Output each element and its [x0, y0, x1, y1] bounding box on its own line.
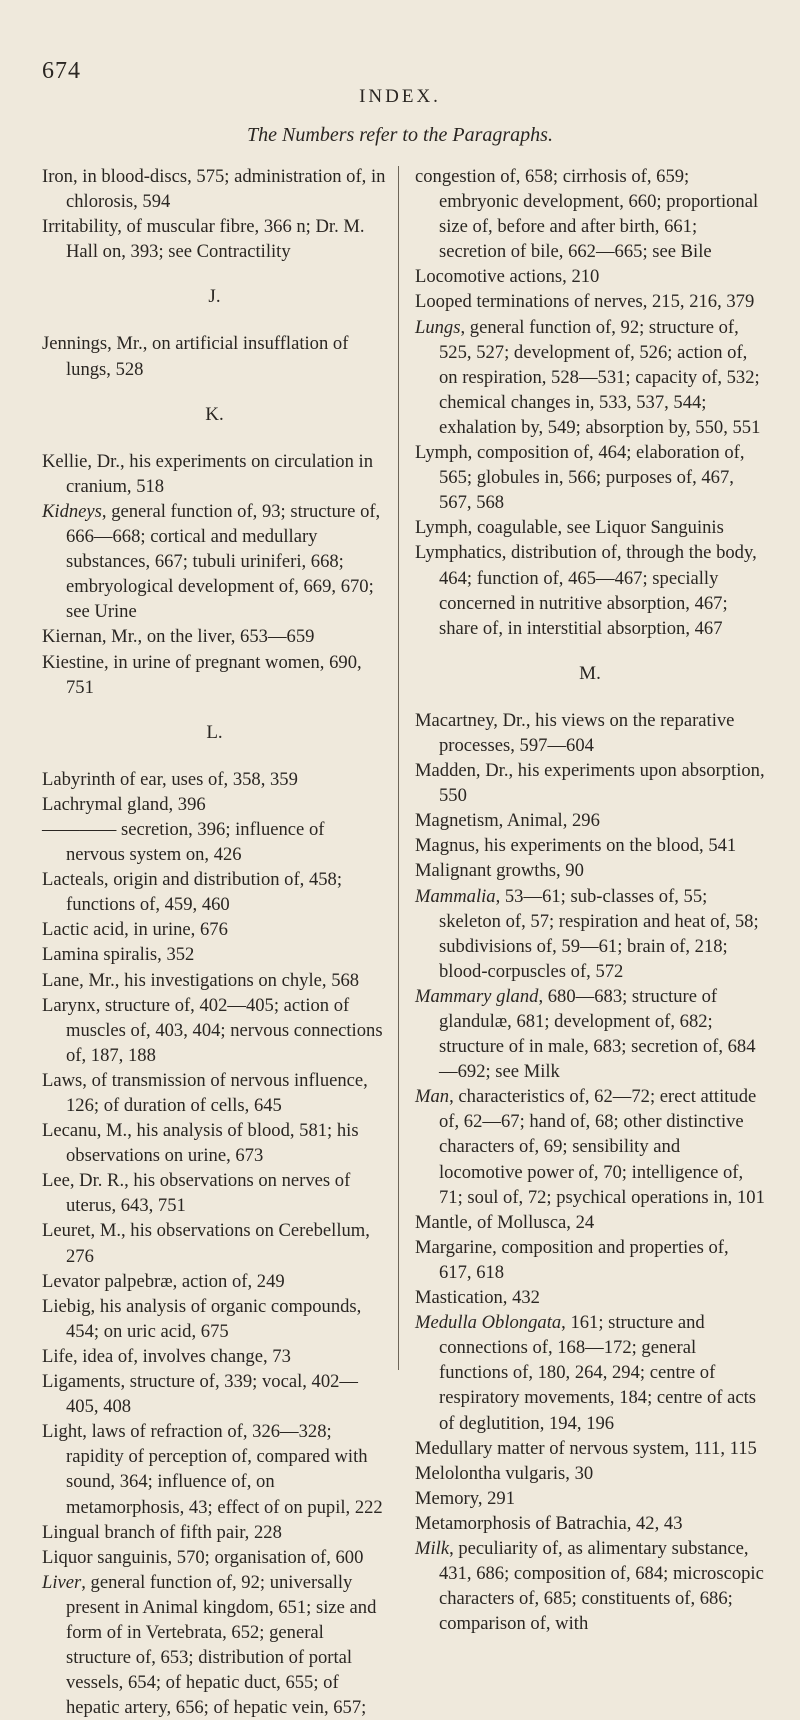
index-entry-text: Memory, 291 [415, 1487, 516, 1509]
index-entry-text: Lacteals, origin and distribution of, 458; functions of, 459, 460 [42, 869, 343, 916]
index-entry [42, 499, 387, 624]
index-entry-text: Madden, Dr., his experiments upon absorption, 550 [415, 760, 765, 807]
index-entry [415, 1461, 765, 1486]
index-entry-text: Iron, in blood-discs, 575; administration of, in chlorosis, 594 [42, 166, 386, 213]
index-entry [415, 808, 765, 833]
index-entry [42, 331, 387, 381]
index-entry [42, 1369, 387, 1419]
index-entry-text: , 680—683; structure of glandulæ, 681; development of, 682; structure of in male, 683; secretion of, 684—692; see Milk [439, 985, 756, 1083]
index-entry-text: Lecanu, M., his analysis of blood, 581; his observations on urine, 673 [42, 1120, 359, 1167]
index-entry [42, 1269, 387, 1294]
index-entry-text: , general function of, 93; structure of, 666—668; cortical and medullary substances, 667; tubuli uriniferi, 668; embryological development of, 669, 670; see Urine [66, 500, 381, 623]
index-entry-term: Lungs [415, 316, 461, 338]
index-entry-text: Laws, of transmission of nervous influence, 126; of duration of cells, 645 [42, 1069, 368, 1116]
index-entry [42, 164, 387, 214]
index-entry [42, 1294, 387, 1344]
index-entry-text: Metamorphosis of Batrachia, 42, 43 [415, 1512, 683, 1534]
index-entry [42, 1570, 387, 1720]
index-entry-text: Kiestine, in urine of pregnant women, 690, 751 [42, 651, 362, 698]
index-entry [415, 858, 765, 883]
index-entry-text: Macartney, Dr., his views on the reparative processes, 597—604 [415, 709, 735, 756]
right-column [415, 164, 765, 1636]
index-entry [42, 942, 387, 967]
index-entry [415, 758, 765, 808]
index-entry [42, 1545, 387, 1570]
index-entry [415, 289, 765, 314]
index-entry-text: Levator palpebræ, action of, 249 [42, 1270, 285, 1292]
index-entry [42, 817, 387, 867]
index-entry-text: Melolontha vulgaris, 30 [415, 1462, 594, 1484]
subhead: The Numbers refer to the Paragraphs. [247, 124, 553, 146]
index-entry-text: Larynx, structure of, 402—405; action of muscles of, 403, 404; nervous connections of, 187, 188 [42, 994, 383, 1066]
index-entry [415, 1436, 765, 1461]
index-entry [415, 1084, 765, 1209]
column-rule [398, 166, 399, 1370]
index-entry-text: , peculiarity of, as alimentary substance, 431, 686; composition of, 684; microscopic characters of, 685; constituents of, 686; comparison of, with [439, 1537, 764, 1635]
index-entry [42, 767, 387, 792]
index-entry [42, 1344, 387, 1369]
index-entry [415, 1486, 765, 1511]
index-entry-text: Liebig, his analysis of organic compounds, 454; on uric acid, 675 [42, 1295, 362, 1342]
index-entry-text: Irritability, of muscular fibre, 366 n; Dr. M. Hall on, 393; see Contractility [42, 216, 365, 263]
left-column [42, 164, 387, 1720]
index-entry-term: Man [415, 1086, 450, 1108]
index-entry [42, 449, 387, 499]
index-entry-term: Medulla Oblongata [415, 1312, 562, 1334]
index-entry [42, 624, 387, 649]
index-entry [415, 315, 765, 440]
index-entry [415, 833, 765, 858]
index-entry [42, 1168, 387, 1218]
index-entry-term: Mammary gland [415, 985, 539, 1007]
index-entry-term: Kidneys [42, 500, 102, 522]
index-entry-text: Medullary matter of nervous system, 111, 115 [415, 1437, 757, 1459]
index-entry-text: Margarine, composition and properties of, 617, 618 [415, 1236, 729, 1283]
index-entry-text: Leuret, M., his observations on Cerebellum, 276 [42, 1220, 370, 1267]
index-entry-text: Jennings, Mr., on artificial insufflation of lungs, 528 [42, 333, 349, 380]
index-entry [415, 708, 765, 758]
index-entry [42, 1419, 387, 1519]
letter-heading-l: L. [206, 721, 223, 743]
index-entry-term: Milk [415, 1537, 450, 1559]
index-entry-text: Lymphatics, distribution of, through the body, 464; function of, 465—467; specially concerned in nutritive absorption, 467; share of, in interstitial absorption, 467 [415, 542, 757, 639]
index-entry-text: Kellie, Dr., his experiments on circulation in cranium, 518 [42, 450, 373, 497]
index-entry-text: Mantle, of Mollusca, 24 [415, 1211, 595, 1233]
index-entry [415, 1536, 765, 1636]
index-entry-text: Magnus, his experiments on the blood, 541 [415, 835, 737, 857]
letter-heading-m: M. [579, 662, 601, 684]
index-entry-text: ———— secretion, 396; influence of nervous system on, 426 [42, 818, 325, 866]
index-entry [42, 1520, 387, 1545]
index-entry-text: Ligaments, structure of, 339; vocal, 402—405, 408 [42, 1371, 359, 1418]
index-entry [42, 214, 387, 264]
index-entry [415, 1210, 765, 1235]
index-entry [415, 1310, 765, 1435]
index-entry [415, 540, 765, 640]
index-entry [42, 792, 387, 817]
index-entry-text: , 53—61; sub-classes of, 55; skeleton of, 57; respiration and heat of, 58; subdivisions of, 59—61; brain of, 218; blood-corpuscles of, 572 [439, 885, 759, 982]
index-entry-text: Magnetism, Animal, 296 [415, 810, 600, 832]
index-entry-text: Liquor sanguinis, 570; organisation of, 600 [42, 1546, 364, 1568]
index-entry-term: Liver [42, 1571, 82, 1593]
index-entry-text: , characteristics of, 62—72; erect attitude of, 62—67; hand of, 68; other distinctive characters of, 69; sensibility and locomotive power of, 70; intelligence of, 71; soul of, 72; psychical operations in, 101 [439, 1086, 765, 1208]
index-entry [42, 1118, 387, 1168]
index-entry [415, 440, 765, 515]
index-entry [415, 1235, 765, 1285]
index-entry-text: Lachrymal gland, 396 [42, 793, 206, 815]
index-entry-text: Labyrinth of ear, uses of, 358, 359 [42, 768, 298, 790]
index-entry-text: Looped terminations of nerves, 215, 216, 379 [415, 291, 755, 313]
index-entry-text: Kiernan, Mr., on the liver, 653—659 [42, 626, 315, 648]
index-entry [415, 264, 765, 289]
index-entry-text: Lane, Mr., his investigations on chyle, 568 [42, 969, 360, 991]
index-entry-text: Lymph, composition of, 464; elaboration of, 565; globules in, 566; purposes of, 467, 567, 568 [415, 442, 745, 514]
index-entry [415, 984, 765, 1084]
index-entry [42, 1068, 387, 1118]
index-entry [415, 515, 765, 540]
index-entry [42, 968, 387, 993]
index-entry-text: Lymph, coagulable, see Liquor Sanguinis [415, 517, 724, 539]
index-entry-text: Lingual branch of fifth pair, 228 [42, 1521, 282, 1543]
index-entry-text: Locomotive actions, 210 [415, 266, 600, 288]
page-number: 674 [42, 58, 81, 84]
index-entry [415, 164, 765, 264]
index-entry [42, 867, 387, 917]
index-entry-text: Lee, Dr. R., his observations on nerves of uterus, 643, 751 [42, 1170, 351, 1217]
index-entry-text: , 161; structure and connections of, 168—172; general functions of, 180, 264, 294; centre of respiratory movements, 184; centre of acts of deglutition, 194, 196 [439, 1312, 757, 1434]
index-entry-text: , general function of, 92; universally present in Animal kingdom, 651; size and form of in Vertebrata, 652; general structure of, 653; distribution of portal vessels, 654; of hepatic duct, 655; of hepatic artery, 656; of hepatic vein, 657; [66, 1571, 377, 1719]
index-entry [42, 650, 387, 700]
index-entry [415, 884, 765, 984]
index-entry-text: Malignant growths, 90 [415, 860, 584, 882]
index-entry [42, 917, 387, 942]
index-entry [415, 1285, 765, 1310]
index-entry-term: Mammalia [415, 885, 496, 907]
index-entry [42, 993, 387, 1068]
index-entry [415, 1511, 765, 1536]
index-entry-text: congestion of, 658; cirrhosis of, 659; embryonic development, 660; proportional size of, before and after birth, 661; secretion of bile, 662—665; see Bile [415, 166, 759, 263]
letter-heading-j: J. [208, 286, 221, 308]
letter-heading-k: K. [205, 403, 224, 425]
index-entry-text: , general function of, 92; structure of, 525, 527; development of, 526; action of, on respiration, 528—531; capacity of, 532; chemical changes in, 533, 537, 544; exhalation by, 549; absorption by, 550, 551 [439, 316, 761, 438]
index-entry-text: Mastication, 432 [415, 1287, 540, 1309]
index-entry [42, 1218, 387, 1268]
running-head: INDEX. [359, 86, 441, 107]
index-entry-text: Light, laws of refraction of, 326—328; rapidity of perception of, compared with sound, 364; influence of, on metamorphosis, 43; effect of on pupil, 222 [42, 1421, 383, 1518]
index-entry-text: Life, idea of, involves change, 73 [42, 1345, 291, 1367]
index-entry-text: Lactic acid, in urine, 676 [42, 919, 228, 941]
index-entry-text: Lamina spiralis, 352 [42, 944, 195, 966]
